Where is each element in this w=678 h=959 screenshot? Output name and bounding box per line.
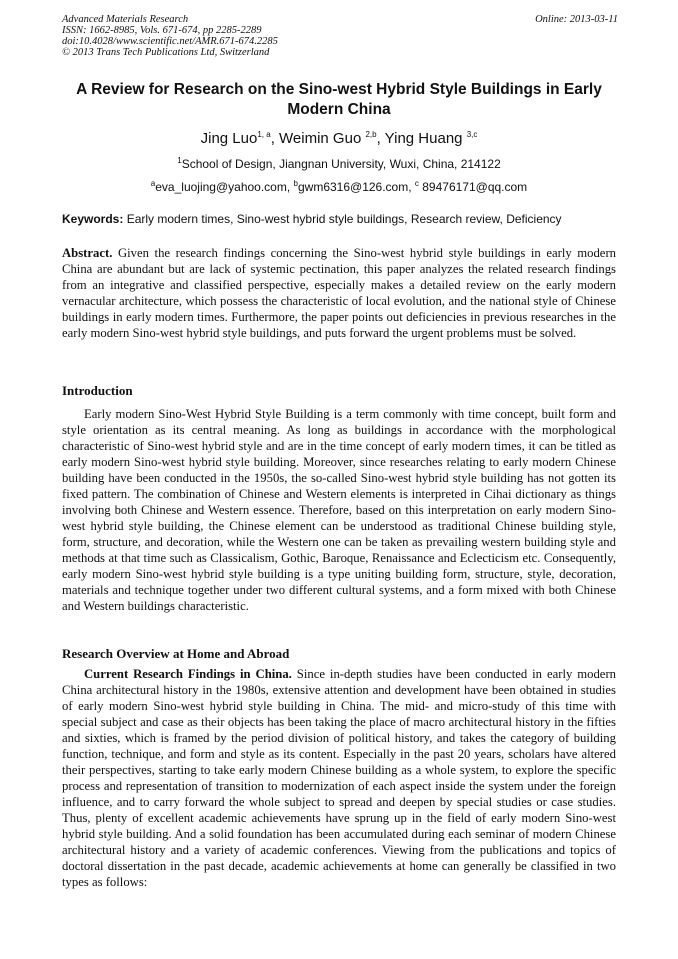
email-superscript: a [150, 179, 156, 188]
keywords-label: Keywords: [62, 212, 124, 226]
journal-issn: ISSN: 1662-8985, Vols. 671-674, pp 2285-2289 [62, 25, 262, 36]
keywords-text: Early modern times, Sino-west hybrid style buildings, Research review, Deficiency [126, 212, 562, 226]
email-superscript: c [414, 179, 419, 188]
journal-header [62, 14, 618, 58]
journal-name: Advanced Materials Research [62, 14, 189, 25]
online-date: Online: 2013-03-11 [535, 14, 618, 25]
keywords [62, 212, 618, 227]
introduction-heading: Introduction [62, 383, 133, 398]
affiliation [0, 157, 678, 172]
author-superscript: 2,b [365, 130, 377, 139]
email-superscript: b [293, 179, 298, 188]
overview-heading: Research Overview at Home and Abroad [62, 646, 290, 661]
overview-subheading: Current Research Findings in China. [84, 667, 292, 681]
author-name: Jing Luo [200, 130, 258, 147]
abstract [62, 245, 616, 341]
author-superscript: 3,c [466, 130, 478, 139]
paper-title: A Review for Research on the Sino-west Hybrid Style Buildings in Early Modern China [76, 81, 602, 118]
abstract-label: Abstract. [62, 246, 113, 260]
affiliation-superscript: 1 [177, 156, 182, 165]
author-name: Ying Huang [384, 130, 463, 147]
abstract-text: Given the research findings concerning the Sino-west hybrid style buildings in early modern China are abundant but are lack of systemic pectination, this paper analyzes the related research findings from an integrative and classified perspective, especially makes a detailed review on the early modern vernacular architecture, which possess the characteristic of local evolution, and the national style of Chinese buildings in early modern times. Furthermore, the paper points out deficiencies in previous researches in the early modern Sino-west hybrid style buildings, and puts forward the urgent problems must be solved. [62, 246, 617, 340]
author-superscript: 1, a [257, 130, 271, 139]
journal-doi: doi:10.4028/www.scientific.net/AMR.671-674.2285 [62, 36, 278, 47]
journal-copyright: © 2013 Trans Tech Publications Ltd, Switzerland [62, 47, 270, 58]
overview-paragraph [62, 666, 616, 890]
affiliation-text: School of Design, Jiangnan University, Wuxi, China, 214122 [181, 157, 501, 171]
email-address: gwm6316@126.com [297, 180, 409, 194]
email-address: 89476171@qq.com [422, 180, 528, 194]
overview-text: Since in-depth studies have been conducted in early modern China architectural history in the 1980s, extensive attention and development have been obtained in studies of early modern Sino-west hybrid style building in China. The mid- and micro-study of this time with special subject and case as their objects has been taking the place of macro architectural history in the fifties and sixties, which is framed by the period division of political history, and takes the category of building function, technique, and form and style as its content. Especially in the past 20 years, scholars have altered their perspectives, starting to take early modern Chinese building as a whole system, to explore the specific process and representation of transition to modernization of each aspect inside the system under the foreign influence, and to carry forward the whole subject to spread and deepen by special studies or case studies. Thus, plenty of excellent academic achievements have sprung up in the field of early modern Sino-west hybrid style building. And a solid foundation has been accumulated during each seminar of modern Chinese architectural history and a variety of academic conferences. Viewing from the publications and topics of doctoral dissertation in the past decade, academic achievements at home can generally be classified in two types as follows: [62, 667, 617, 889]
email-address: eva_luojing@yahoo.com [155, 180, 287, 194]
introduction-paragraph: Early modern Sino-West Hybrid Style Building is a term commonly with time concept, built form and style orientation as its central meaning. As long as buildings in accordance with the morphological characteristic of Sino-west hybrid style and are in the time concept of early modern times, it can be titled as early modern Sino-west hybrid style building. Moreover, since researches relating to early modern Chinese building have been conducted in the 1950s, the so-called Sino-west hybrid style building has not gotten its fixed pattern. The combination of Chinese and Western elements is interpreted in Cihai dictionary as things involving both Chinese and Western essence. Therefore, based on this interpretation on early modern Sino-west hybrid style building, the Chinese element can be understood as traditional Chinese building style, form, structure, and decoration, while the Western one can be taken as prevailing western building style and methods at that time such as Classicalism, Gothic, Baroque, Renaissance and Eclecticism etc. Consequently, early modern Sino-west hybrid style building is a type uniting building form, structure, style, decoration, materials and technique together under two different cultural systems, and a form mixed with both Chinese and Western buildings characteristic. [62, 407, 616, 613]
email-list: $^a$eva_luojing@yahoo.com, $^b$gwm6316@126.com, $^c$ 89476171@qq.com [150, 179, 528, 194]
author-name: Weimin Guo [279, 130, 362, 147]
author-list: Jing Luo$^{1, a}$, Weimin Guo $^{2,b}$, Ying Huang $^{3,c}$ [200, 130, 478, 147]
